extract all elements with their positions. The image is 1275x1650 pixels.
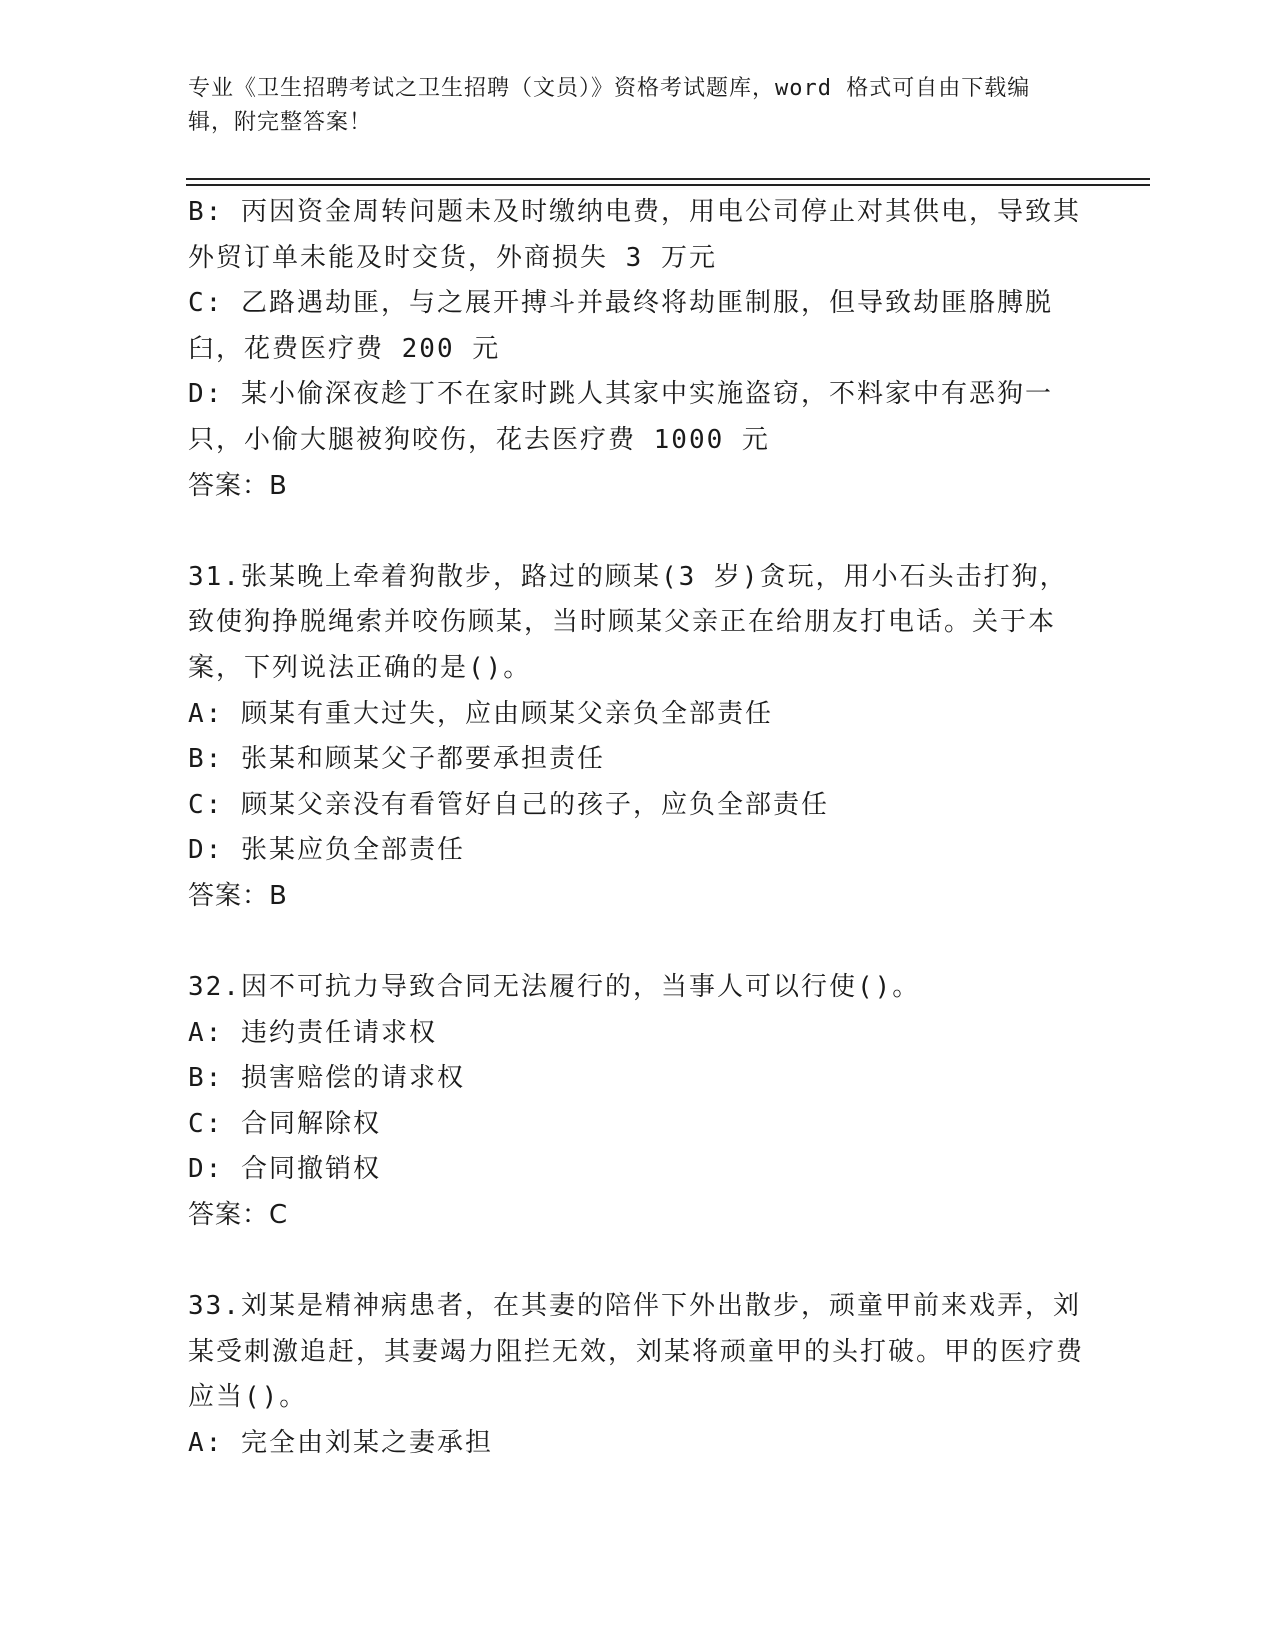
q31-option-c: C: 顾某父亲没有看管好自己的孩子，应负全部责任 <box>188 789 829 820</box>
q31-answer: 答案：B <box>188 880 288 911</box>
spacer <box>188 509 1088 555</box>
question-31-stem: 31.张某晚上牵着狗散步，路过的顾某(3 岁)贪玩，用小石头击打狗，致使狗挣脱绳索并咬伤顾某，当时顾某父亲正在给朋友打电话。关于本案，下列说法正确的是()。 <box>188 561 1068 683</box>
q32-option-a: A: 违约责任请求权 <box>188 1017 437 1048</box>
question-33-stem: 33.刘某是精神病患者，在其妻的陪伴下外出散步，顽童甲前来戏弄，刘某受刺激追赶，其妻竭力阻拦无效，刘某将顽童甲的头打破。甲的医疗费应当()。 <box>188 1291 1085 1413</box>
q32-option-c: C: 合同解除权 <box>188 1108 381 1139</box>
q33-option-a: A: 完全由刘某之妻承担 <box>188 1428 493 1459</box>
q31-option-a: A: 顾某有重大过失，应由顾某父亲负全部责任 <box>188 698 773 729</box>
spacer <box>188 1239 1088 1285</box>
q31-option-b: B: 张某和顾某父子都要承担责任 <box>188 744 605 775</box>
question-content <box>188 190 1088 1467</box>
option-b: B: 丙因资金周转问题未及时缴纳电费，用电公司停止对其供电，导致其外贸订单未能及时交货，外商损失 3 万元 <box>188 197 1081 273</box>
header-rule-top <box>186 178 1150 180</box>
spacer <box>188 920 1088 966</box>
option-c: C: 乙路遇劫匪，与之展开搏斗并最终将劫匪制服，但导致劫匪胳膊脱臼，花费医疗费 200 元 <box>188 288 1053 364</box>
option-d: D: 某小偷深夜趁丁不在家时跳人其家中实施盗窃，不料家中有恶狗一只，小偷大腿被狗咬伤，花去医疗费 1000 元 <box>188 379 1053 455</box>
q31-option-d: D: 张某应负全部责任 <box>188 835 465 866</box>
q32-answer: 答案：C <box>188 1200 289 1231</box>
q32-option-b: B: 损害赔偿的请求权 <box>188 1063 465 1094</box>
q32-option-d: D: 合同撤销权 <box>188 1154 381 1185</box>
question-32-stem: 32.因不可抗力导致合同无法履行的，当事人可以行使()。 <box>188 972 921 1003</box>
header-rule-bottom <box>186 184 1150 186</box>
answer: 答案：B <box>188 470 288 501</box>
document-header: 专业《卫生招聘考试之卫生招聘（文员）》资格考试题库，word 格式可自由下载编辑，附完整答案！ <box>188 76 1031 135</box>
